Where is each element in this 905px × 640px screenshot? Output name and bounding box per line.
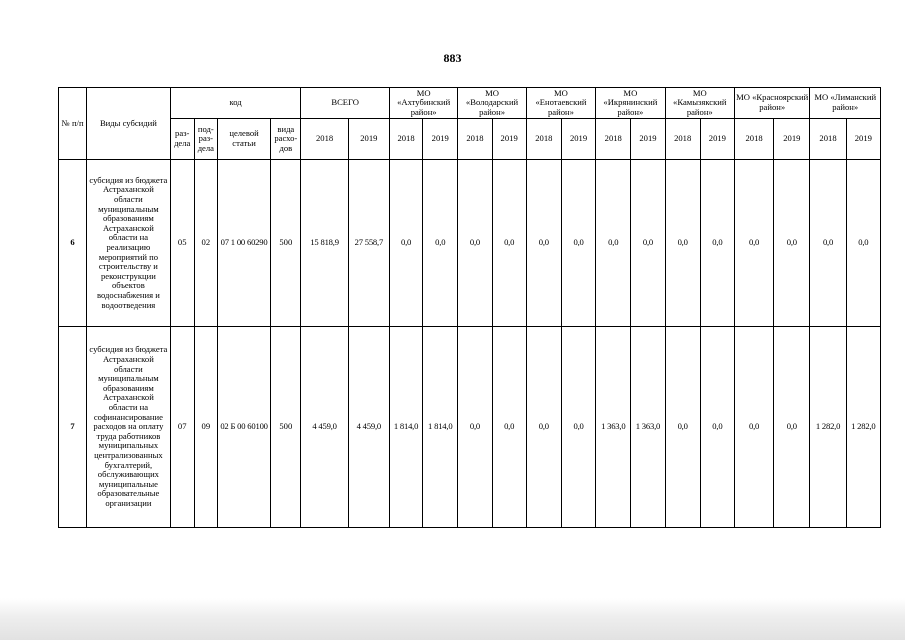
row-value: 0,0 [423, 160, 458, 327]
table-row [59, 160, 881, 327]
row-value: 1 814,0 [389, 327, 422, 528]
header-total: ВСЕГО [301, 88, 390, 119]
row-target-code: 02 Б 00 60100 [217, 327, 270, 528]
header-year: 2019 [631, 119, 665, 160]
row-value: 0,0 [458, 327, 492, 528]
row-value: 0,0 [734, 327, 773, 528]
row-expense-type-code: 500 [271, 160, 301, 327]
header-district: МО «Лиманский район» [810, 88, 881, 119]
header-year: 2018 [596, 119, 631, 160]
header-year: 2019 [561, 119, 595, 160]
header-district: МО «Ахтубинский район» [389, 88, 457, 119]
header-code-section: раз-дела [170, 119, 194, 160]
row-description: субсидия из бюджета Астраханской области муниципальным образованиям Астраханской области на реализацию мероприятий по строительству и реконструкции объектов водоснабжения и водоотведения [87, 160, 170, 327]
row-description: субсидия из бюджета Астраханской области муниципальным образованиям Астраханской области на софинансирование расходов на оплату труда работников муниципальных централизованных бухгалтерий, обслуживающих муниципальные образовательные организации [87, 327, 170, 528]
header-year: 2018 [734, 119, 773, 160]
row-value: 0,0 [665, 160, 700, 327]
row-value: 0,0 [631, 160, 665, 327]
header-district: МО «Володарский район» [458, 88, 526, 119]
row-num: 6 [59, 160, 87, 327]
subsidy-table [58, 87, 881, 528]
header-subsidy-type: Виды субсидий [87, 88, 170, 160]
header-year: 2018 [301, 119, 348, 160]
header-code-expense-type: вида расхо-дов [271, 119, 301, 160]
header-year: 2019 [423, 119, 458, 160]
header-district: МО «Икрянинский район» [596, 88, 665, 119]
row-value: 0,0 [492, 160, 526, 327]
header-year: 2018 [458, 119, 492, 160]
row-total-value: 27 558,7 [348, 160, 389, 327]
row-value: 0,0 [526, 327, 561, 528]
row-value: 0,0 [846, 160, 880, 327]
row-value: 0,0 [665, 327, 700, 528]
scan-bottom-edge [0, 598, 905, 640]
row-value: 0,0 [700, 160, 734, 327]
row-value: 0,0 [596, 160, 631, 327]
row-value: 0,0 [774, 327, 810, 528]
header-year: 2019 [348, 119, 389, 160]
header-year: 2019 [700, 119, 734, 160]
row-expense-type-code: 500 [271, 327, 301, 528]
header-year: 2019 [492, 119, 526, 160]
page-number: 883 [443, 51, 462, 65]
header-num: № п/п [59, 88, 87, 160]
row-section-code: 05 [170, 160, 194, 327]
row-total-value: 4 459,0 [348, 327, 389, 528]
row-total-value: 4 459,0 [301, 327, 348, 528]
row-num: 7 [59, 327, 87, 528]
header-district: МО «Красноярский район» [734, 88, 809, 119]
header-year: 2018 [810, 119, 846, 160]
row-value: 0,0 [810, 160, 846, 327]
row-value: 0,0 [526, 160, 561, 327]
header-year: 2019 [846, 119, 880, 160]
header-code: код [170, 88, 301, 119]
row-value: 0,0 [700, 327, 734, 528]
row-value: 0,0 [734, 160, 773, 327]
row-subsection-code: 09 [194, 327, 217, 528]
row-value: 0,0 [561, 327, 595, 528]
header-code-target: целевой статьи [217, 119, 270, 160]
row-value: 1 363,0 [631, 327, 665, 528]
row-subsection-code: 02 [194, 160, 217, 327]
row-total-value: 15 818,9 [301, 160, 348, 327]
header-year: 2018 [526, 119, 561, 160]
row-value: 1 363,0 [596, 327, 631, 528]
header-year: 2018 [389, 119, 422, 160]
row-value: 0,0 [492, 327, 526, 528]
row-value: 1 814,0 [423, 327, 458, 528]
header-district: МО «Камызякский район» [665, 88, 734, 119]
row-value: 0,0 [389, 160, 422, 327]
row-value: 1 282,0 [846, 327, 880, 528]
header-year: 2018 [665, 119, 700, 160]
row-value: 0,0 [458, 160, 492, 327]
header-code-subsection: под-раз-дела [194, 119, 217, 160]
row-value: 0,0 [561, 160, 595, 327]
header-district: МО «Енотаевский район» [526, 88, 595, 119]
row-value: 0,0 [774, 160, 810, 327]
row-value: 1 282,0 [810, 327, 846, 528]
row-target-code: 07 1 00 60290 [217, 160, 270, 327]
row-section-code: 07 [170, 327, 194, 528]
table-row [59, 327, 881, 528]
header-year: 2019 [774, 119, 810, 160]
